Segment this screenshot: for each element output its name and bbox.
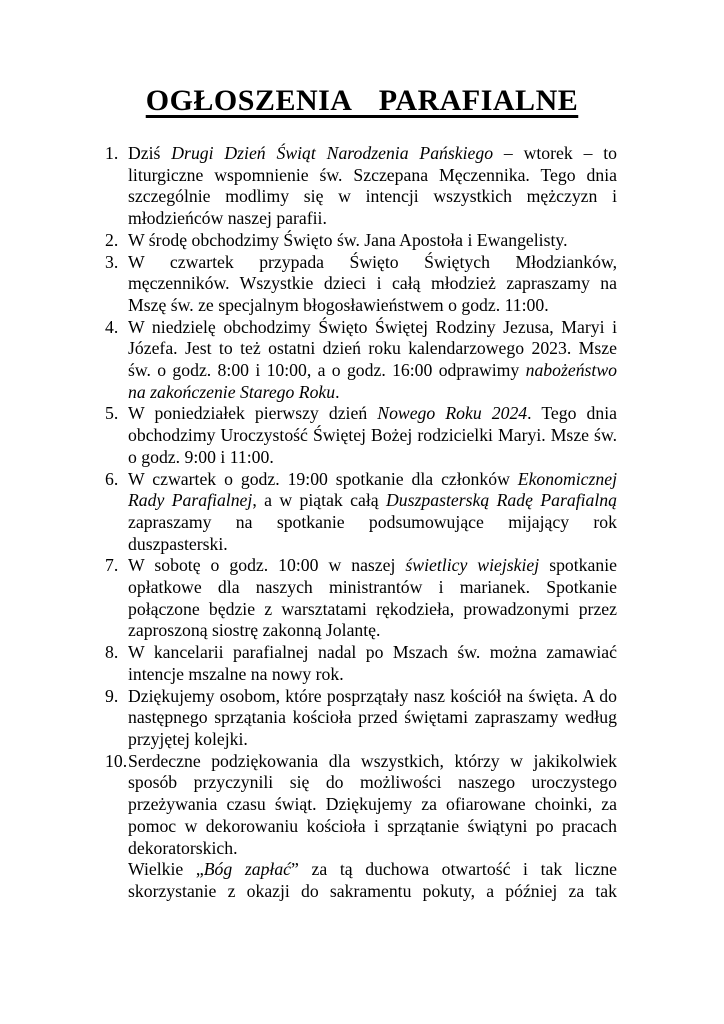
emphasized-text: Nowego Roku 2024 <box>377 403 528 424</box>
item-text <box>128 230 617 252</box>
text-segment: Wielkie „ <box>128 859 204 880</box>
text-segment: , a w piątak całą <box>252 490 387 511</box>
text-segment: Serdeczne podziękowania dla wszystkich, którzy w jakikolwiek sposób przyczynili się do możliwości naszego uroczystego przeżywania czasu świąt. Dziękujemy za ofiarowane choinki, za pomoc w dekorowaniu kościoła i sprzątanie świątyni po pracach dekoratorskich. <box>128 750 617 858</box>
list-item <box>105 252 617 317</box>
text-segment: W środę obchodzimy Święto św. Jana Apostoła i Ewangelisty. <box>128 229 568 250</box>
item-number: 1. <box>105 143 119 163</box>
item-number: 5. <box>105 403 119 424</box>
page-title <box>0 0 724 118</box>
text-segment: W czwartek o godz. 19:00 spotkanie dla członków <box>128 468 518 489</box>
item-text <box>128 686 617 751</box>
item-number: 4. <box>105 316 119 337</box>
text-segment: W niedzielę obchodzimy Święto Świętej Rodziny Jezusa, Maryi i Józefa. Jest to też ostatni dzień roku kalendarzowego 2023. Msze św. o godz. 8:00 i 10:00, a o godz. 16:00 odprawimy <box>128 316 617 381</box>
text-segment: W poniedziałek pierwszy dzień <box>128 403 378 424</box>
page-title-text: OGŁOSZENIA PARAFIALNE <box>145 84 579 117</box>
text-segment: spotkanie opłatkowe dla naszych ministrantów i marianek. Spotkanie połączone będzie z warsztatami rękodzieła, prowadzonymi przez zaproszoną siostrę zakonną Jolantę. <box>128 555 617 641</box>
list-item <box>105 555 617 642</box>
list-item <box>105 403 617 468</box>
emphasized-text: Duszpasterską Radę Parafialną <box>386 490 617 511</box>
item-text <box>128 469 617 556</box>
emphasized-text: Bóg zapłać <box>203 859 292 880</box>
text-segment: Dziś <box>128 143 172 163</box>
list-item <box>105 686 617 751</box>
text-segment: zapraszamy na spotkanie podsumowujące mijający rok duszpasterski. <box>128 511 617 554</box>
text-segment: W czwartek przypada Święto Świętych Młodzianków, męczenników. Wszystkie dzieci i całą młodzież zapraszamy na Mszę św. ze specjalnym błogosławieństwem o godz. 11:00. <box>128 251 617 315</box>
item-text <box>128 143 617 230</box>
emphasized-text: Drugi Dzień Świąt Narodzenia Pańskiego <box>171 143 494 163</box>
text-segment: ” za tą duchowa otwartość i tak liczne skorzystanie z okazji do sakramentu pokuty, a później za tak <box>128 859 618 901</box>
emphasized-text: świetlicy wiejskiej <box>405 555 540 576</box>
announcement-list <box>105 143 617 903</box>
text-segment: . Tego dnia obchodzimy Uroczystość Świętej Bożej rodzicielki Maryi. Msze św. o godz. 9:00 i 11:00. <box>128 403 618 467</box>
list-item <box>105 230 617 252</box>
text-segment: W kancelarii parafialnej nadal po Mszach św. można zamawiać intencje mszalne na nowy rok. <box>128 642 617 684</box>
item-text <box>128 317 617 404</box>
text-segment: Dziękujemy osobom, które posprzątały nasz kościół na święta. A do następnego sprzątania kościoła przed świętami zapraszamy według przyjętej kolejki. <box>128 685 617 749</box>
emphasized-text: Ekonomicznej Rady Parafialnej <box>128 468 617 511</box>
text-segment: W sobotę o godz. 10:00 w naszej <box>128 555 406 576</box>
list-item <box>105 751 617 903</box>
item-number: 8. <box>105 642 119 663</box>
item-text <box>128 403 617 468</box>
item-text <box>128 252 617 317</box>
item-text <box>128 751 617 903</box>
item-text <box>128 555 617 642</box>
text-segment: – wtorek – to liturgiczne wspomnienie św. Szczepana Męczennika. Tego dnia szczególnie modlimy się w intencji wszystkich mężczyzn i młodzieńców naszej parafii. <box>128 143 618 229</box>
item-number: 3. <box>105 251 119 272</box>
item-number: 10. <box>105 750 128 771</box>
item-number: 2. <box>105 229 119 250</box>
text-segment: . <box>335 381 340 402</box>
item-extra-paragraph <box>128 859 617 902</box>
list-item <box>105 317 617 404</box>
item-number: 9. <box>105 685 119 706</box>
item-number: 7. <box>105 555 119 576</box>
emphasized-text: nabożeństwo na zakończenie Starego Roku <box>128 360 617 402</box>
list-item <box>105 143 617 230</box>
list-item <box>105 642 617 685</box>
item-text <box>128 642 617 685</box>
item-number: 6. <box>105 468 119 489</box>
list-item <box>105 469 617 556</box>
